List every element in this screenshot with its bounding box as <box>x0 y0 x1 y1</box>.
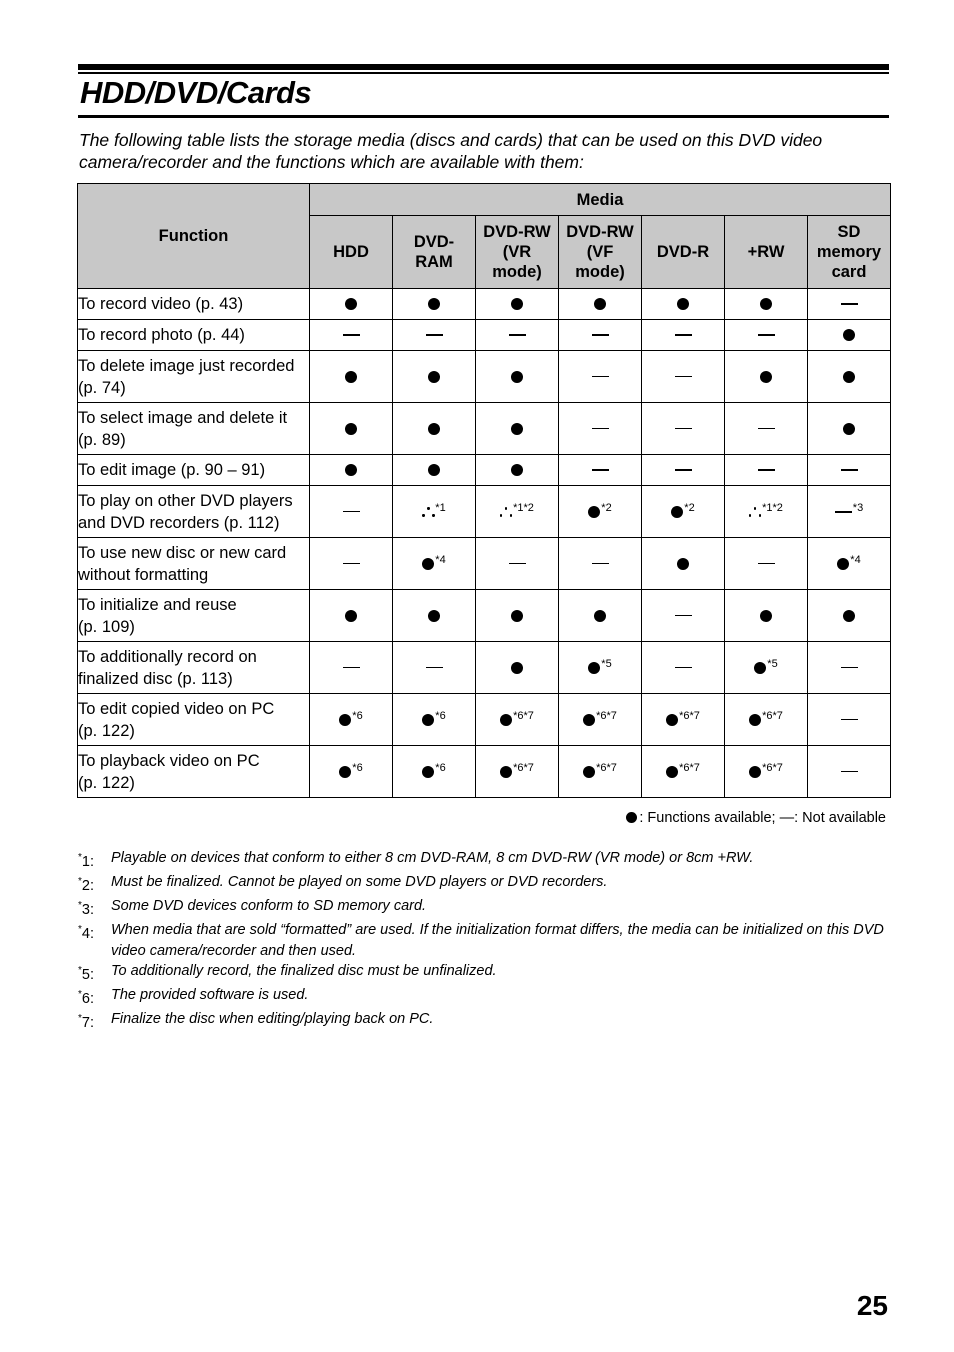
footnote-key: *7: <box>78 1013 94 1032</box>
media-cell <box>476 746 559 798</box>
media-cell <box>725 486 808 538</box>
media-cell <box>476 403 559 455</box>
footnote-ref: *2 <box>601 501 612 514</box>
not-available-dash-icon <box>592 428 609 430</box>
not-available-dash-icon <box>841 719 858 721</box>
footnote-text: To additionally record, the finalized disc must be unfinalized. <box>111 962 497 979</box>
media-cell <box>310 538 393 590</box>
media-cell <box>559 289 642 320</box>
available-dot-icon <box>588 662 600 674</box>
media-cell <box>310 694 393 746</box>
footnote-ref: *6 <box>435 761 446 774</box>
not-available-dash-icon <box>758 334 775 336</box>
media-cell <box>310 351 393 403</box>
media-cell <box>393 403 476 455</box>
not-available-dash-icon <box>343 667 360 669</box>
not-available-dash-icon <box>592 469 609 471</box>
table-row <box>78 746 891 798</box>
media-cell <box>559 351 642 403</box>
media-cell <box>559 486 642 538</box>
media-column-header: DVD- RAM <box>393 216 476 289</box>
media-cell <box>725 403 808 455</box>
available-dot-icon <box>500 766 512 778</box>
media-cell <box>808 403 891 455</box>
function-label: To select image and delete it (p. 89) <box>78 403 310 455</box>
not-available-dash-icon <box>343 563 360 565</box>
available-dot-icon <box>428 610 440 622</box>
media-column-header: DVD-RW (VF mode) <box>559 216 642 289</box>
media-cell <box>725 351 808 403</box>
available-dot-icon <box>422 714 434 726</box>
media-cell <box>559 746 642 798</box>
not-available-dash-icon <box>675 428 692 430</box>
available-dot-icon <box>345 298 357 310</box>
available-dot-icon <box>511 662 523 674</box>
not-available-dash-icon <box>592 334 609 336</box>
media-cell <box>808 320 891 351</box>
available-dot-icon <box>511 371 523 383</box>
available-dot-icon <box>843 371 855 383</box>
footnote-text: Playable on devices that conform to either 8 cm DVD-RAM, 8 cm DVD-RW (VR mode) or 8cm +RW. <box>111 850 754 866</box>
not-available-dash-icon <box>758 469 775 471</box>
media-cell <box>642 694 725 746</box>
media-cell <box>808 455 891 486</box>
function-header: Function <box>78 184 310 289</box>
media-cell <box>310 486 393 538</box>
media-cell <box>393 590 476 642</box>
footnote <box>78 848 890 872</box>
media-cell <box>808 642 891 694</box>
media-cell <box>476 538 559 590</box>
media-cell <box>642 289 725 320</box>
available-dot-icon <box>677 558 689 570</box>
media-function-table <box>77 183 891 798</box>
available-dot-icon <box>511 610 523 622</box>
available-dot-icon <box>843 423 855 435</box>
media-cell <box>310 320 393 351</box>
available-dot-icon <box>422 766 434 778</box>
media-cell <box>393 351 476 403</box>
footnote-ref: *6*7 <box>679 709 700 722</box>
footnote <box>78 985 890 1009</box>
footnote-ref: *1*2 <box>762 501 783 514</box>
media-cell <box>476 642 559 694</box>
available-dot-icon <box>345 464 357 476</box>
media-cell <box>476 486 559 538</box>
media-cell <box>310 642 393 694</box>
media-header: Media <box>310 184 891 216</box>
footnote-key: *3: <box>78 900 94 919</box>
available-dot-icon <box>666 714 678 726</box>
available-dot-icon <box>671 506 683 518</box>
not-available-dash-icon <box>835 511 852 513</box>
footnote-ref: *6 <box>352 761 363 774</box>
table-row <box>78 455 891 486</box>
not-available-dash-icon <box>426 334 443 336</box>
media-cell <box>310 746 393 798</box>
not-available-dash-icon <box>675 667 692 669</box>
available-dot-icon <box>583 714 595 726</box>
footnote-ref: *6*7 <box>762 761 783 774</box>
not-available-dash-icon <box>758 563 775 565</box>
function-label: To record photo (p. 44) <box>78 320 310 351</box>
footnote-ref: *2 <box>684 501 695 514</box>
media-cell <box>559 403 642 455</box>
available-dot-icon <box>843 329 855 341</box>
media-cell <box>310 455 393 486</box>
intro-text: The following table lists the storage media (discs and cards) that can be used on this DVD video camera/recorder and the functions which are available with them: <box>79 130 823 172</box>
media-cell <box>808 351 891 403</box>
available-dot-icon <box>760 610 772 622</box>
media-cell <box>393 320 476 351</box>
footnote-key: *5: <box>78 964 94 983</box>
footnote <box>78 920 890 961</box>
media-cell <box>725 289 808 320</box>
available-dot-icon <box>428 464 440 476</box>
function-label: To edit image (p. 90 – 91) <box>78 455 310 486</box>
page-number: 25 <box>856 1290 888 1321</box>
available-dot-icon <box>428 371 440 383</box>
footnote-ref: *6*7 <box>513 761 534 774</box>
function-label: To use new disc or new card without formatting <box>78 538 310 590</box>
available-dot-icon <box>428 298 440 310</box>
title-underline <box>78 115 889 118</box>
legend <box>560 808 886 828</box>
function-label: To delete image just recorded (p. 74) <box>78 351 310 403</box>
available-dot-icon <box>754 662 766 674</box>
available-dot-icon <box>583 766 595 778</box>
footnote <box>78 872 890 896</box>
media-cell <box>642 403 725 455</box>
media-cell <box>725 538 808 590</box>
media-cell <box>476 455 559 486</box>
footnote-ref: *6*7 <box>679 761 700 774</box>
media-cell <box>808 746 891 798</box>
footnote-text: When media that are sold “formatted” are used. If the initialization format differs, the media can be initialized on this DVD video camera/recorder and then used. <box>111 922 884 959</box>
footnote <box>78 1009 890 1033</box>
media-cell <box>808 590 891 642</box>
media-cell <box>642 455 725 486</box>
available-dot-icon <box>422 558 434 570</box>
table-row <box>78 289 891 320</box>
media-cell <box>393 486 476 538</box>
footnote-key: *1: <box>78 852 94 870</box>
not-available-dash-icon <box>841 771 858 773</box>
media-cell <box>642 642 725 694</box>
media-cell <box>476 351 559 403</box>
available-dot-icon <box>749 714 761 726</box>
footnote-key: *2: <box>78 876 94 894</box>
footnote-ref: *3 <box>852 501 864 514</box>
not-available-dash-icon <box>509 334 526 336</box>
available-dot-icon <box>511 464 523 476</box>
media-column-header: DVD-R <box>642 216 725 289</box>
media-cell <box>725 642 808 694</box>
available-dot-icon <box>843 610 855 622</box>
available-dot-icon <box>749 766 761 778</box>
not-available-dash-icon <box>675 334 692 336</box>
media-cell <box>310 590 393 642</box>
available-dot-icon <box>511 298 523 310</box>
media-cell <box>393 455 476 486</box>
footnote-ref: *1*2 <box>513 501 534 514</box>
media-cell <box>725 694 808 746</box>
conditional-dots-icon <box>749 507 761 517</box>
not-available-dash-icon <box>758 428 775 430</box>
available-dot-icon <box>345 610 357 622</box>
footnote-text: Must be finalized. Cannot be played on some DVD players or DVD recorders. <box>111 874 608 891</box>
function-label: To initialize and reuse (p. 109) <box>78 590 310 642</box>
media-cell <box>559 642 642 694</box>
not-available-dash-icon <box>841 667 858 669</box>
media-cell <box>559 538 642 590</box>
media-cell <box>559 320 642 351</box>
not-available-dash-icon <box>675 469 692 471</box>
available-dot-icon <box>345 371 357 383</box>
footnote-ref: *5 <box>767 657 778 670</box>
not-available-dash-icon <box>343 511 360 513</box>
function-label: To record video (p. 43) <box>78 289 310 320</box>
not-available-dash-icon <box>426 667 443 669</box>
footnotes <box>78 848 890 1033</box>
media-cell <box>559 694 642 746</box>
footnote-ref: *4 <box>850 553 861 566</box>
footnote-ref: *4 <box>435 553 446 566</box>
table-row <box>78 590 891 642</box>
media-column-header: DVD-RW (VR mode) <box>476 216 559 289</box>
footnote-key: *4: <box>78 924 94 943</box>
media-cell <box>642 486 725 538</box>
available-dot-icon <box>500 714 512 726</box>
available-dot-icon <box>511 423 523 435</box>
media-cell <box>642 590 725 642</box>
media-column-header: +RW <box>725 216 808 289</box>
function-label: To additionally record on finalized disc (p. 113) <box>78 642 310 694</box>
media-cell <box>808 289 891 320</box>
footnote-text: Some DVD devices conform to SD memory card. <box>111 898 427 915</box>
footnote-ref: *6*7 <box>513 709 534 722</box>
footnote-ref: *1 <box>435 501 446 514</box>
table-row <box>78 486 891 538</box>
media-cell <box>642 538 725 590</box>
not-available-dash-icon <box>675 376 692 378</box>
available-dot-icon <box>677 298 689 310</box>
footnote-ref: *6*7 <box>596 761 617 774</box>
media-cell <box>725 746 808 798</box>
table-row <box>78 538 891 590</box>
available-dot-icon <box>760 298 772 310</box>
media-cell <box>725 590 808 642</box>
media-cell <box>808 538 891 590</box>
available-dot-icon <box>339 766 351 778</box>
available-dot-icon <box>428 423 440 435</box>
footnote-text: The provided software is used. <box>111 987 309 1004</box>
footnote-ref: *6 <box>352 709 363 722</box>
media-cell <box>393 538 476 590</box>
footnote <box>78 961 890 985</box>
not-available-dash-icon <box>841 469 858 471</box>
footnote-ref: *6*7 <box>596 709 617 722</box>
media-cell <box>559 590 642 642</box>
available-dot-icon <box>626 812 637 823</box>
function-label: To playback video on PC (p. 122) <box>78 746 310 798</box>
media-cell <box>476 289 559 320</box>
not-available-dash-icon <box>592 376 609 378</box>
media-column-header: HDD <box>310 216 393 289</box>
footnote-key: *6: <box>78 989 94 1007</box>
footnote-text: Finalize the disc when editing/playing back on PC. <box>111 1011 434 1028</box>
footnote-ref: *6 <box>435 709 446 722</box>
media-cell <box>393 746 476 798</box>
media-cell <box>476 320 559 351</box>
function-label: To edit copied video on PC (p. 122) <box>78 694 310 746</box>
not-available-dash-icon <box>592 563 609 565</box>
footnote-ref: *5 <box>601 657 612 670</box>
media-cell <box>642 351 725 403</box>
media-cell <box>808 486 891 538</box>
footnote-ref: *6*7 <box>762 709 783 722</box>
conditional-dots-icon <box>422 507 434 517</box>
not-available-dash-icon <box>343 334 360 336</box>
media-cell <box>310 403 393 455</box>
table-row <box>78 642 891 694</box>
top-rule-thick <box>78 64 889 70</box>
legend-text: : Functions available; —: Not available <box>639 810 886 826</box>
footnote <box>78 896 890 920</box>
media-cell <box>310 289 393 320</box>
not-available-dash-icon <box>841 303 858 305</box>
media-cell <box>393 642 476 694</box>
not-available-dash-icon <box>509 563 526 565</box>
available-dot-icon <box>339 714 351 726</box>
available-dot-icon <box>837 558 849 570</box>
conditional-dots-icon <box>500 507 512 517</box>
media-cell <box>808 694 891 746</box>
table-row <box>78 320 891 351</box>
not-available-dash-icon <box>675 615 692 617</box>
media-cell <box>393 289 476 320</box>
table-row <box>78 694 891 746</box>
media-cell <box>642 746 725 798</box>
available-dot-icon <box>345 423 357 435</box>
table-row <box>78 403 891 455</box>
available-dot-icon <box>594 610 606 622</box>
page-title: HDD/DVD/Cards <box>80 75 312 110</box>
media-cell <box>393 694 476 746</box>
available-dot-icon <box>760 371 772 383</box>
media-cell <box>559 455 642 486</box>
media-column-header: SD memory card <box>808 216 891 289</box>
available-dot-icon <box>594 298 606 310</box>
media-cell <box>725 320 808 351</box>
media-cell <box>476 590 559 642</box>
function-label: To play on other DVD players and DVD recorders (p. 112) <box>78 486 310 538</box>
media-cell <box>476 694 559 746</box>
available-dot-icon <box>666 766 678 778</box>
table-row <box>78 351 891 403</box>
media-cell <box>642 320 725 351</box>
media-cell <box>725 455 808 486</box>
available-dot-icon <box>588 506 600 518</box>
